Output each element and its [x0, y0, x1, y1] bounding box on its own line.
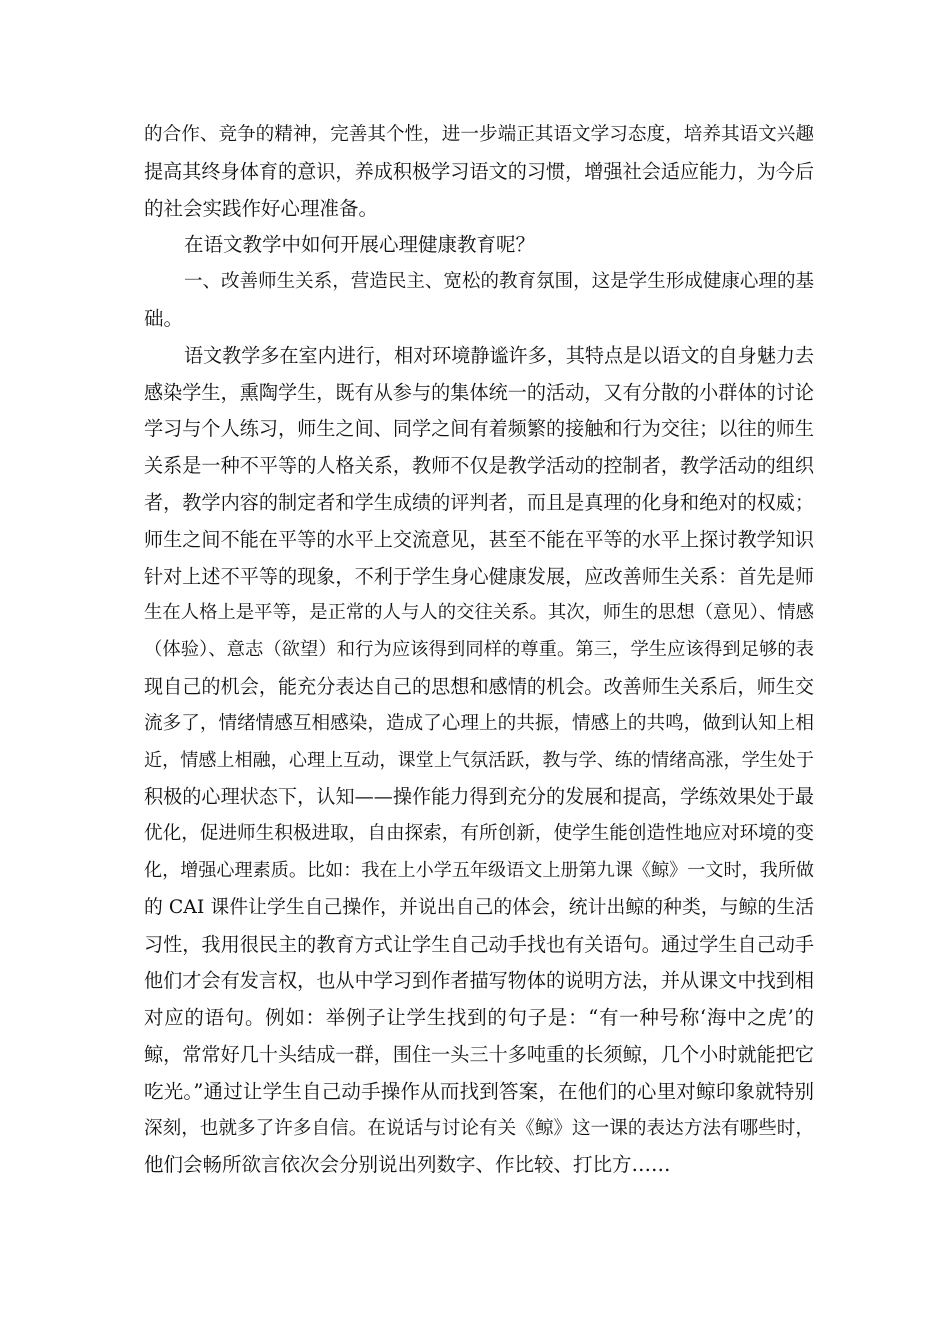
text-line: 在语文教学中如何开展心理健康教育呢？ [184, 233, 536, 257]
text-line: 础。 [144, 306, 184, 330]
text-line: 一、改善师生关系，营造民主、宽松的教育氛围，这是学生形成健康心理的基 [184, 271, 814, 293]
text-line: 他们才会有发言权，也从中学习到作者描写物体的说明方法，并从课文中找到相 [144, 969, 814, 993]
text-line: 吃光。”通过让学生自己动手操作从而找到答案，在他们的心里对鲸印象就特别 [144, 1079, 814, 1103]
text-line: 习性，我用很民主的教育方式让学生自己动手找也有关语句。通过学生自己动手 [144, 932, 814, 956]
text-line: 积极的心理状态下，认知——操作能力得到充分的发展和提高，学练效果处于最 [144, 785, 814, 809]
body-text [144, 117, 814, 1184]
text-line: 针对上述不平等的现象，不利于学生身心健康发展，应改善师生关系：首先是师 [144, 564, 814, 588]
text-line: 现自己的机会，能充分表达自己的思想和感情的机会。改善师生关系后，师生交 [144, 674, 814, 698]
text-line: 对应的语句。例如：举例子让学生找到的句子是：“有一种号称‘海中之虎’的 [144, 1006, 814, 1030]
text-line: 关系是一种不平等的人格关系，教师不仅是教学活动的控制者，教学活动的组织 [144, 454, 814, 478]
text-line: 语文教学多在室内进行，相对环境静谧许多，其特点是以语文的自身魅力去 [184, 344, 814, 367]
text-line: 者，教学内容的制定者和学生成绩的评判者，而且是真理的化身和绝对的权威； [144, 490, 814, 514]
text-line: 鲸，常常好几十头结成一群，围住一头三十多吨重的长须鲸，几个小时就能把它 [144, 1042, 814, 1066]
text-line: 深刻，也就多了许多自信。在说话与讨论有关《鲸》这一课的表达方法有哪些时， [144, 1117, 814, 1139]
text-line: 师生之间不能在平等的水平上交流意见，甚至不能在平等的水平上探讨教学知识 [144, 527, 814, 551]
text-line: 优化，促进师生积极进取，自由探索，有所创新，使学生能创造性地应对环境的变 [144, 823, 814, 845]
text-line: 的 CAI 课件让学生自己操作，并说出自己的体会，统计出鲸的种类，与鲸的生活 [144, 896, 814, 918]
text-line: 化，增强心理素质。比如：我在上小学五年级语文上册第九课《鲸》一文时，我所做 [144, 859, 814, 881]
text-line: 的社会实践作好心理准备。 [144, 196, 379, 220]
text-line: 学习与个人练习，师生之间、同学之间有着频繁的接触和行为交往；以往的师生 [144, 417, 814, 441]
text-line: （体验）、意志（欲望）和行为应该得到同样的尊重。第三，学生应该得到足够的表 [144, 639, 814, 661]
text-line: 近，情感上相融，心理上互动，课堂上气氛活跃，教与学、练的情绪高涨，学生处于 [144, 749, 814, 771]
text-line: 感染学生，熏陶学生，既有从参与的集体统一的活动，又有分散的小群体的讨论 [144, 380, 814, 404]
text-line: 的合作、竞争的精神，完善其个性，进一步端正其语文学习态度，培养其语文兴趣 [144, 124, 814, 145]
text-line: 提高其终身体育的意识，养成积极学习语文的习惯，增强社会适应能力，为今后 [144, 159, 814, 183]
text-line: 生在人格上是平等，是正常的人与人的交往关系。其次，师生的思想（意见）、情感 [144, 602, 814, 624]
text-line: 他们会畅所欲言依次会分别说出列数字、作比较、打比方…… [144, 1153, 671, 1177]
text-line: 流多了，情绪情感互相感染，造成了心理上的共振，情感上的共鸣，做到认知上相 [144, 712, 814, 734]
